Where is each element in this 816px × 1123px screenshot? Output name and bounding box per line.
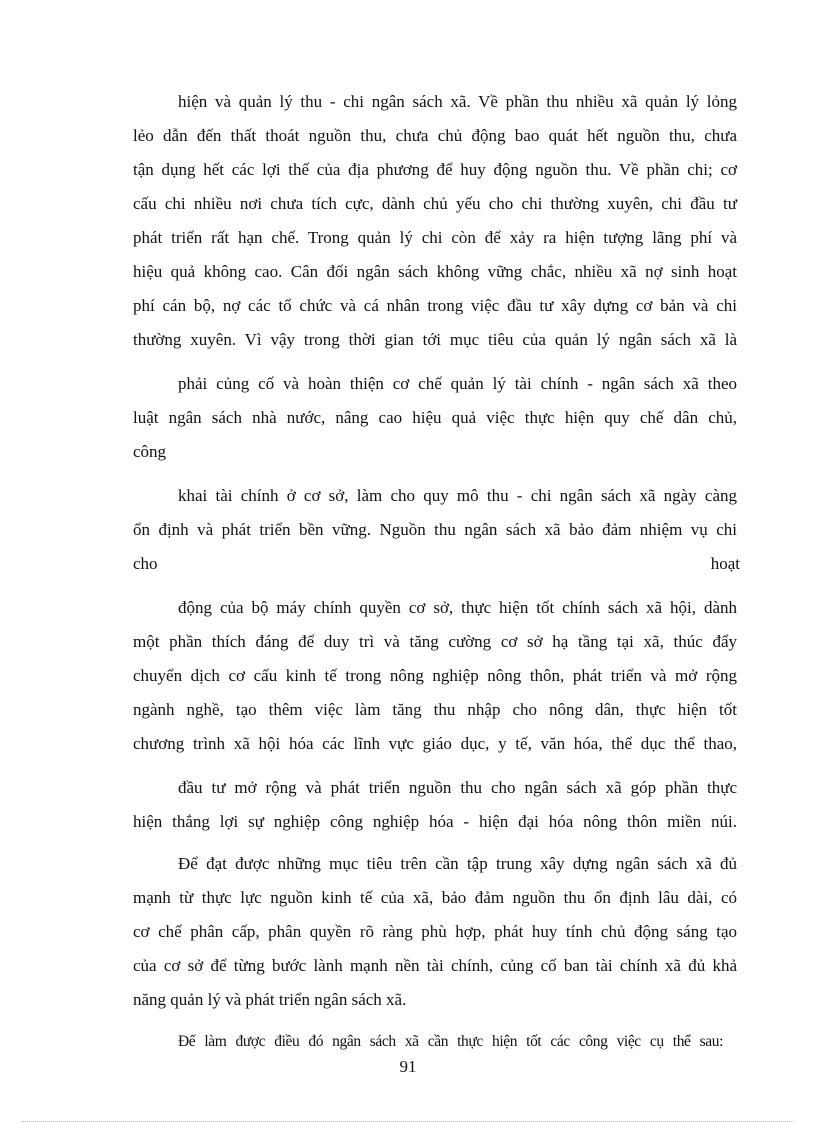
text-line: cho — [133, 554, 158, 573]
text-line: tận dụng hết các lợi thế của địa phương để huy động nguồn thu. Về phần chi; cơ — [133, 160, 737, 179]
text-line: hiện thắng lợi sự nghiệp công nghiệp hóa - hiện đại hóa nông thôn miền núi. — [133, 812, 737, 831]
text-line: mạnh từ thực lực nguồn kinh tế của xã, bảo đảm nguồn thu ổn định lâu dài, có — [133, 888, 737, 907]
text-line: hiệu quả không cao. Cân đối ngân sách không vững chắc, nhiều xã nợ sinh hoạt — [133, 262, 737, 281]
text-line: chương trình xã hội hóa các lĩnh vực giáo dục, y tế, văn hóa, thể dục thể thao, — [133, 734, 737, 753]
text-line: năng quản lý và phát triển ngân sách xã. — [133, 990, 407, 1009]
text-line: động của bộ máy chính quyền cơ sở, thực hiện tốt chính sách xã hội, dành — [178, 598, 737, 617]
text-line: phải củng cố và hoàn thiện cơ chế quản lý tài chính - ngân sách xã theo — [178, 374, 737, 393]
text-line: phát triển rất hạn chế. Trong quản lý chi còn để xảy ra hiện tượng lãng phí và — [133, 228, 737, 247]
text-line: đầu tư mở rộng và phát triển nguồn thu cho ngân sách xã góp phần thực — [178, 778, 737, 797]
text-line: công — [133, 442, 167, 461]
text-line: lẻo dẫn đến thất thoát nguồn thu, chưa chủ động bao quát hết nguồn thu, chưa — [133, 126, 737, 145]
text-line: của cơ sở để từng bước lành mạnh nền tài chính, củng cố ban tài chính xã đủ khả — [133, 956, 737, 975]
text-line: thường xuyên. Vì vậy trong thời gian tới mục tiêu của quản lý ngân sách xã là — [133, 330, 737, 349]
text-line: cấu chi nhiều nơi chưa tích cực, dành chủ yếu cho chi thường xuyên, chi đầu tư — [133, 194, 737, 213]
text-line: một phần thích đáng để duy trì và tăng cường cơ sở hạ tầng tại xã, thúc đẩy — [133, 632, 737, 651]
text-line: phí cán bộ, nợ các tổ chức và cá nhân trong việc đầu tư xây dựng cơ bản và chi — [133, 296, 737, 315]
text-line: luật ngân sách nhà nước, nâng cao hiệu quả việc thực hiện quy chế dân chủ, — [133, 408, 737, 427]
text-line: ngành nghề, tạo thêm việc làm tăng thu nhập cho nông dân, thực hiện tốt — [133, 700, 737, 719]
text-line: hoạt — [710, 554, 740, 573]
text-line: hiện và quản lý thu - chi ngân sách xã. Về phần thu nhiều xã quản lý lỏng — [178, 92, 737, 111]
text-line: cơ chế phân cấp, phân quyền rõ ràng phù hợp, phát huy tính chủ động sáng tạo — [133, 922, 737, 941]
text-line: chuyển dịch cơ cấu kinh tế trong nông nghiệp nông thôn, phát triển và mở rộng — [133, 666, 737, 685]
footer-dotted-rule — [22, 1121, 794, 1122]
text-line: Để đạt được những mục tiêu trên cần tập trung xây dựng ngân sách xã đủ — [178, 854, 737, 873]
text-line: Để làm được điều đó ngân sách xã cần thực hiện tốt các công việc cụ thể sau: — [178, 1033, 723, 1050]
text-line: ổn định và phát triển bền vững. Nguồn thu ngân sách xã bảo đảm nhiệm vụ chi — [133, 520, 737, 539]
text-line: khai tài chính ở cơ sở, làm cho quy mô thu - chi ngân sách xã ngày càng — [178, 486, 737, 505]
page-number: 91 — [399, 1057, 417, 1076]
